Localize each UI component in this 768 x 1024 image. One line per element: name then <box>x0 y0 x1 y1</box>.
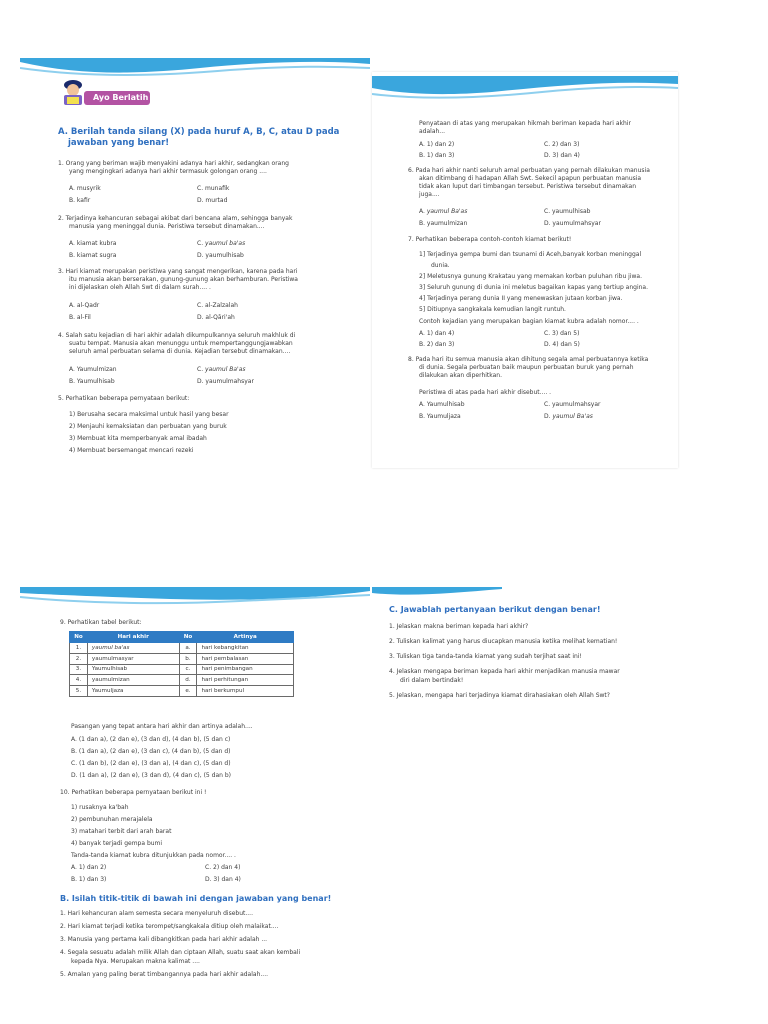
q1-option-a[interactable]: A. musyrik <box>69 185 101 192</box>
question-4-cont: suatu tempat. Manusia akan menunggu untuk mempertanggungjawabkan <box>69 340 293 347</box>
section-b-item-4: 4. Segala sesuatu adalah milik Allah dan ciptaan Allah, suatu saat akan kembali <box>60 949 301 956</box>
p2-q5-option-c[interactable]: C. 2) dan 3) <box>544 141 580 148</box>
cell-letter: a. <box>179 643 197 654</box>
question-6-cont: akan ditimbang di hadapan Allah Swt. Sekecil apapun perbuatan manusia <box>419 175 642 182</box>
section-b-item-4-cont: kepada Nya. Merupakan makna kalimat .... <box>71 958 200 965</box>
q1-option-b[interactable]: B. kafir <box>69 197 91 204</box>
question-3-cont: itu manusia akan berserakan, gunung-gunung akan berhamburan. Peristiwa <box>69 276 298 283</box>
q5-item-2: 2) Menjauhi kemaksiatan dan perbuatan yang buruk <box>69 423 227 430</box>
section-c-item-4: 4. Jelaskan mengapa beriman kepada hari akhir menjadikan manusia mawar <box>389 668 620 675</box>
q7-item-5: 5] Ditiupnya sangkakala kemudian langit runtuh. <box>419 306 566 313</box>
cell-hari-akhir: yaumulmasyar <box>87 653 179 664</box>
section-a-title-line2: jawaban yang benar! <box>68 138 170 148</box>
q10-option-d[interactable]: D. 3) dan 4) <box>205 876 241 883</box>
q7-item-2: 2] Meletusnya gunung Krakatau yang memakan korban puluhan ribu jiwa. <box>419 273 643 280</box>
cell-no: 2. <box>70 653 88 664</box>
matching-table <box>69 631 294 697</box>
header-wave-decoration <box>20 585 370 609</box>
q9-option-a[interactable]: A. (1 dan a), (2 dan e), (3 dan d), (4 dan b), (5 dan c) <box>71 736 231 743</box>
question-6-cont3: juga.... <box>419 191 440 198</box>
q1-option-c[interactable]: C. munafik <box>197 185 230 192</box>
section-b-item-3: 3. Manusia yang pertama kali dibangkitkan pada hari akhir adalah ... <box>60 936 268 943</box>
cell-no: 5. <box>70 686 88 697</box>
col-header-no-2: No <box>179 632 197 643</box>
q10-option-c[interactable]: C. 2) dan 4) <box>205 864 241 871</box>
p2-q5-option-d[interactable]: D. 3) dan 4) <box>544 152 580 159</box>
cell-letter: d. <box>179 675 197 686</box>
q10-item-2: 2) pembunuhan merajalela <box>71 816 153 823</box>
cell-hari-akhir: yaumul ba'as <box>87 643 179 654</box>
question-3-cont2: ini dijelaskan oleh Allah Swt di dalam surah.... . <box>69 284 211 291</box>
question-8: 8. Pada hari itu semua manusia akan dihitung segala amal perbuatannya ketika <box>408 356 649 363</box>
q9-stem: Pasangan yang tepat antara hari akhir dan artinya adalah.... <box>71 723 253 730</box>
q10-item-1: 1) rusaknya ka'bah <box>71 804 129 811</box>
table-row <box>70 664 294 675</box>
question-10: 10. Perhatikan beberapa pernyataan berikut ini ! <box>60 789 207 796</box>
q7-item-1: 1] Terjadinya gempa bumi dan tsunami di Aceh,banyak korban meninggal <box>419 251 642 258</box>
q8-option-b[interactable]: B. Yaumuljaza <box>419 413 461 420</box>
q10-option-a[interactable]: A. 1) dan 2) <box>71 864 107 871</box>
q3-option-a[interactable]: A. al-Qadr <box>69 302 100 309</box>
section-c-title: C. Jawablah pertanyaan berikut dengan benar! <box>389 605 601 614</box>
table-header-row <box>70 632 294 643</box>
q7-stem: Contoh kejadian yang merupakan bagian kiamat kubra adalah nomor.... . <box>419 318 639 325</box>
q4-option-c[interactable]: C. yaumul Ba'as <box>197 366 246 373</box>
question-2-cont: manusia yang meninggal dunia. Peristiwa tersebut dinamakan.... <box>69 223 265 230</box>
cell-hari-akhir: Yaumuljaza <box>87 686 179 697</box>
section-b-item-5: 5. Amalan yang paling berat timbangannya pada hari akhir adalah.... <box>60 971 269 978</box>
question-8-cont: di dunia. Segala perbuatan baik maupun perbuatan buruk yang pernah <box>419 364 634 371</box>
table-row <box>70 643 294 654</box>
q8-option-d[interactable]: D. yaumul Ba'as <box>544 413 593 420</box>
question-1-cont: yang mengingkari adanya hari akhir termasuk golongan orang .... <box>69 168 267 175</box>
col-header-hari-akhir: Hari akhir <box>87 632 179 643</box>
q5-item-4: 4) Membuat bersemangat mencari rezeki <box>69 447 194 454</box>
cell-hari-akhir: yaumulmizan <box>87 675 179 686</box>
question-2: 2. Terjadinya kehancuran sebagai akibat dari bencana alam, sehingga banyak <box>58 215 293 222</box>
table-row <box>70 675 294 686</box>
page-2 <box>372 72 678 468</box>
q10-stem: Tanda-tanda kiamat kubra ditunjukkan pada nomor.... . <box>71 852 236 859</box>
header-wave-decoration <box>372 72 678 102</box>
q9-option-c[interactable]: C. (1 dan b), (2 dan e), (3 dan a), (4 dan c), (5 dan d) <box>71 760 231 767</box>
p2-q5-stem-cont: adalah... <box>419 128 446 135</box>
cell-artinya: hari penimbangan <box>197 664 294 675</box>
section-c-item-4-cont: diri dalam bertindak! <box>400 677 464 684</box>
q2-option-d[interactable]: D. yaumulhisab <box>197 252 244 259</box>
question-8-cont2: dilakukan akan diperhitkan. <box>419 372 503 379</box>
cell-hari-akhir: Yaumulhisab <box>87 664 179 675</box>
q8-option-c[interactable]: C. yaumulmahsyar <box>544 401 601 408</box>
q7-item-3: 3] Seluruh gunung di dunia ini meletus bagaikan kapas yang tertiup angina. <box>419 284 649 291</box>
q2-option-a[interactable]: A. kiamat kubra <box>69 240 117 247</box>
q10-option-b[interactable]: B. 1) dan 3) <box>71 876 107 883</box>
q7-option-c[interactable]: C. 3) dan 5) <box>544 330 580 337</box>
section-b-item-1: 1. Hari kehancuran alam semesta secara menyeluruh disebut.... <box>60 910 253 917</box>
q2-option-c[interactable]: C. yaumul ba'as <box>197 240 246 247</box>
q5-item-1: 1) Berusaha secara maksimal untuk hasil yang besar <box>69 411 229 418</box>
q3-option-c[interactable]: C. al-Zalzalah <box>197 302 238 309</box>
cell-no: 1. <box>70 643 88 654</box>
header-wave-decoration <box>372 585 718 605</box>
table-row <box>70 686 294 697</box>
q7-option-a[interactable]: A. 1) dan 4) <box>419 330 455 337</box>
q7-option-d[interactable]: D. 4) dan 5) <box>544 341 580 348</box>
cell-artinya: hari perhitungan <box>197 675 294 686</box>
cell-letter: c. <box>179 664 197 675</box>
p2-q5-option-b[interactable]: B. 1) dan 3) <box>419 152 455 159</box>
question-1: 1. Orang yang beriman wajib menyakini adanya hari akhir, sedangkan orang <box>58 160 289 167</box>
q6-option-a[interactable]: A. yaumul Ba'as <box>419 208 468 215</box>
cell-no: 3. <box>70 664 88 675</box>
section-b-item-2: 2. Hari kiamat terjadi ketika terompet/sangkakala ditiup oleh malaikat.... <box>60 923 279 930</box>
section-b-title: B. Isilah titik-titik di bawah ini dengan jawaban yang benar! <box>60 894 332 903</box>
header-wave-decoration <box>20 58 370 80</box>
section-a-title: A. Berilah tanda silang (X) pada huruf A, B, C, atau D pada <box>58 127 340 137</box>
q9-option-b[interactable]: B. (1 dan a), (2 dan e), (3 dan c), (4 dan b), (5 dan d) <box>71 748 231 755</box>
page-4 <box>372 585 718 1005</box>
q3-option-d[interactable]: D. al-Qāri'ah <box>197 314 235 321</box>
q8-stem: Peristiwa di atas pada hari akhir disebut.... . <box>419 389 552 396</box>
cell-artinya: hari kebangkitan <box>197 643 294 654</box>
section-c-item-1: 1. Jelaskan makna beriman kepada hari akhir? <box>389 623 529 630</box>
q10-item-4: 4) banyak terjadi gempa bumi <box>71 840 163 847</box>
question-4-cont2: seluruh amal perbuatan selama di dunia. Kejadian tersebut dinamakan.... <box>69 348 291 355</box>
cell-artinya: hari berkumpul <box>197 686 294 697</box>
q7-item-4: 4] Terjadinya perang dunia II yang menewaskan jutaan korban jiwa. <box>419 295 623 302</box>
q6-option-b[interactable]: B. yaumulmizan <box>419 220 468 227</box>
q4-option-d[interactable]: D. yaumulmahsyar <box>197 378 254 385</box>
badge-label: Ayo Berlatih <box>93 93 149 102</box>
q5-item-3: 3) Membuat kita memperbanyak amal ibadah <box>69 435 207 442</box>
q4-option-a[interactable]: A. Yaumulmizan <box>69 366 117 373</box>
q10-item-3: 3) matahari terbit dari arah barat <box>71 828 172 835</box>
question-6-cont2: tidak akan luput dari timbangan tersebut. Peristiwa tersebut dinamakan <box>419 183 637 190</box>
question-6: 6. Pada hari akhir nanti seluruh amal perbuatan yang pernah dilakukan manusia <box>408 167 650 174</box>
q3-option-b[interactable]: B. al-Fil <box>69 314 91 321</box>
cell-letter: b. <box>179 653 197 664</box>
q6-option-d[interactable]: D. yaumulmahsyar <box>544 220 601 227</box>
q4-option-b[interactable]: B. Yaumulhisab <box>69 378 115 385</box>
question-4: 4. Salah satu kejadian di hari akhir adalah dikumpulkannya seluruh makhluk di <box>58 332 296 339</box>
q8-option-a[interactable]: A. Yaumulhisab <box>419 401 465 408</box>
p2-q5-stem: Penyataan di atas yang merupakan hikmah beriman kepada hari akhir <box>419 120 631 127</box>
col-header-no: No <box>70 632 88 643</box>
q9-option-d[interactable]: D. (1 dan a), (2 dan e), (3 dan d), (4 dan c), (5 dan b) <box>71 772 231 779</box>
question-9: 9. Perhatikan tabel berikut: <box>60 619 142 626</box>
table-row <box>70 653 294 664</box>
q7-item-1-cont: dunia. <box>431 262 450 269</box>
q7-option-b[interactable]: B. 2) dan 3) <box>419 341 455 348</box>
question-5: 5. Perhatikan beberapa pernyataan berikut: <box>58 395 190 402</box>
section-c-item-2: 2. Tuliskan kalimat yang harus diucapkan manusia ketika melihat kematian! <box>389 638 618 645</box>
question-3: 3. Hari kiamat merupakan peristiwa yang sangat mengerikan, karena pada hari <box>58 268 298 275</box>
section-c-item-5: 5. Jelaskan, mengapa hari terjadinya kiamat dirahasiakan oleh Allah Swt? <box>389 692 610 699</box>
q1-option-d[interactable]: D. murtad <box>197 197 228 204</box>
cell-artinya: hari pembalasan <box>197 653 294 664</box>
cell-letter: e. <box>179 686 197 697</box>
ayo-berlatih-badge <box>84 91 150 105</box>
question-7: 7. Perhatikan beberapa contoh-contoh kiamat berikut! <box>408 236 572 243</box>
cell-no: 4. <box>70 675 88 686</box>
p2-q5-option-a[interactable]: A. 1) dan 2) <box>419 141 455 148</box>
section-c-item-3: 3. Tuliskan tiga tanda-tanda kiamat yang sudah terjihat saat ini! <box>389 653 582 660</box>
q6-option-c[interactable]: C. yaumulhisab <box>544 208 591 215</box>
col-header-artinya: Artinya <box>197 632 294 643</box>
q2-option-b[interactable]: B. kiamat sugra <box>69 252 117 259</box>
